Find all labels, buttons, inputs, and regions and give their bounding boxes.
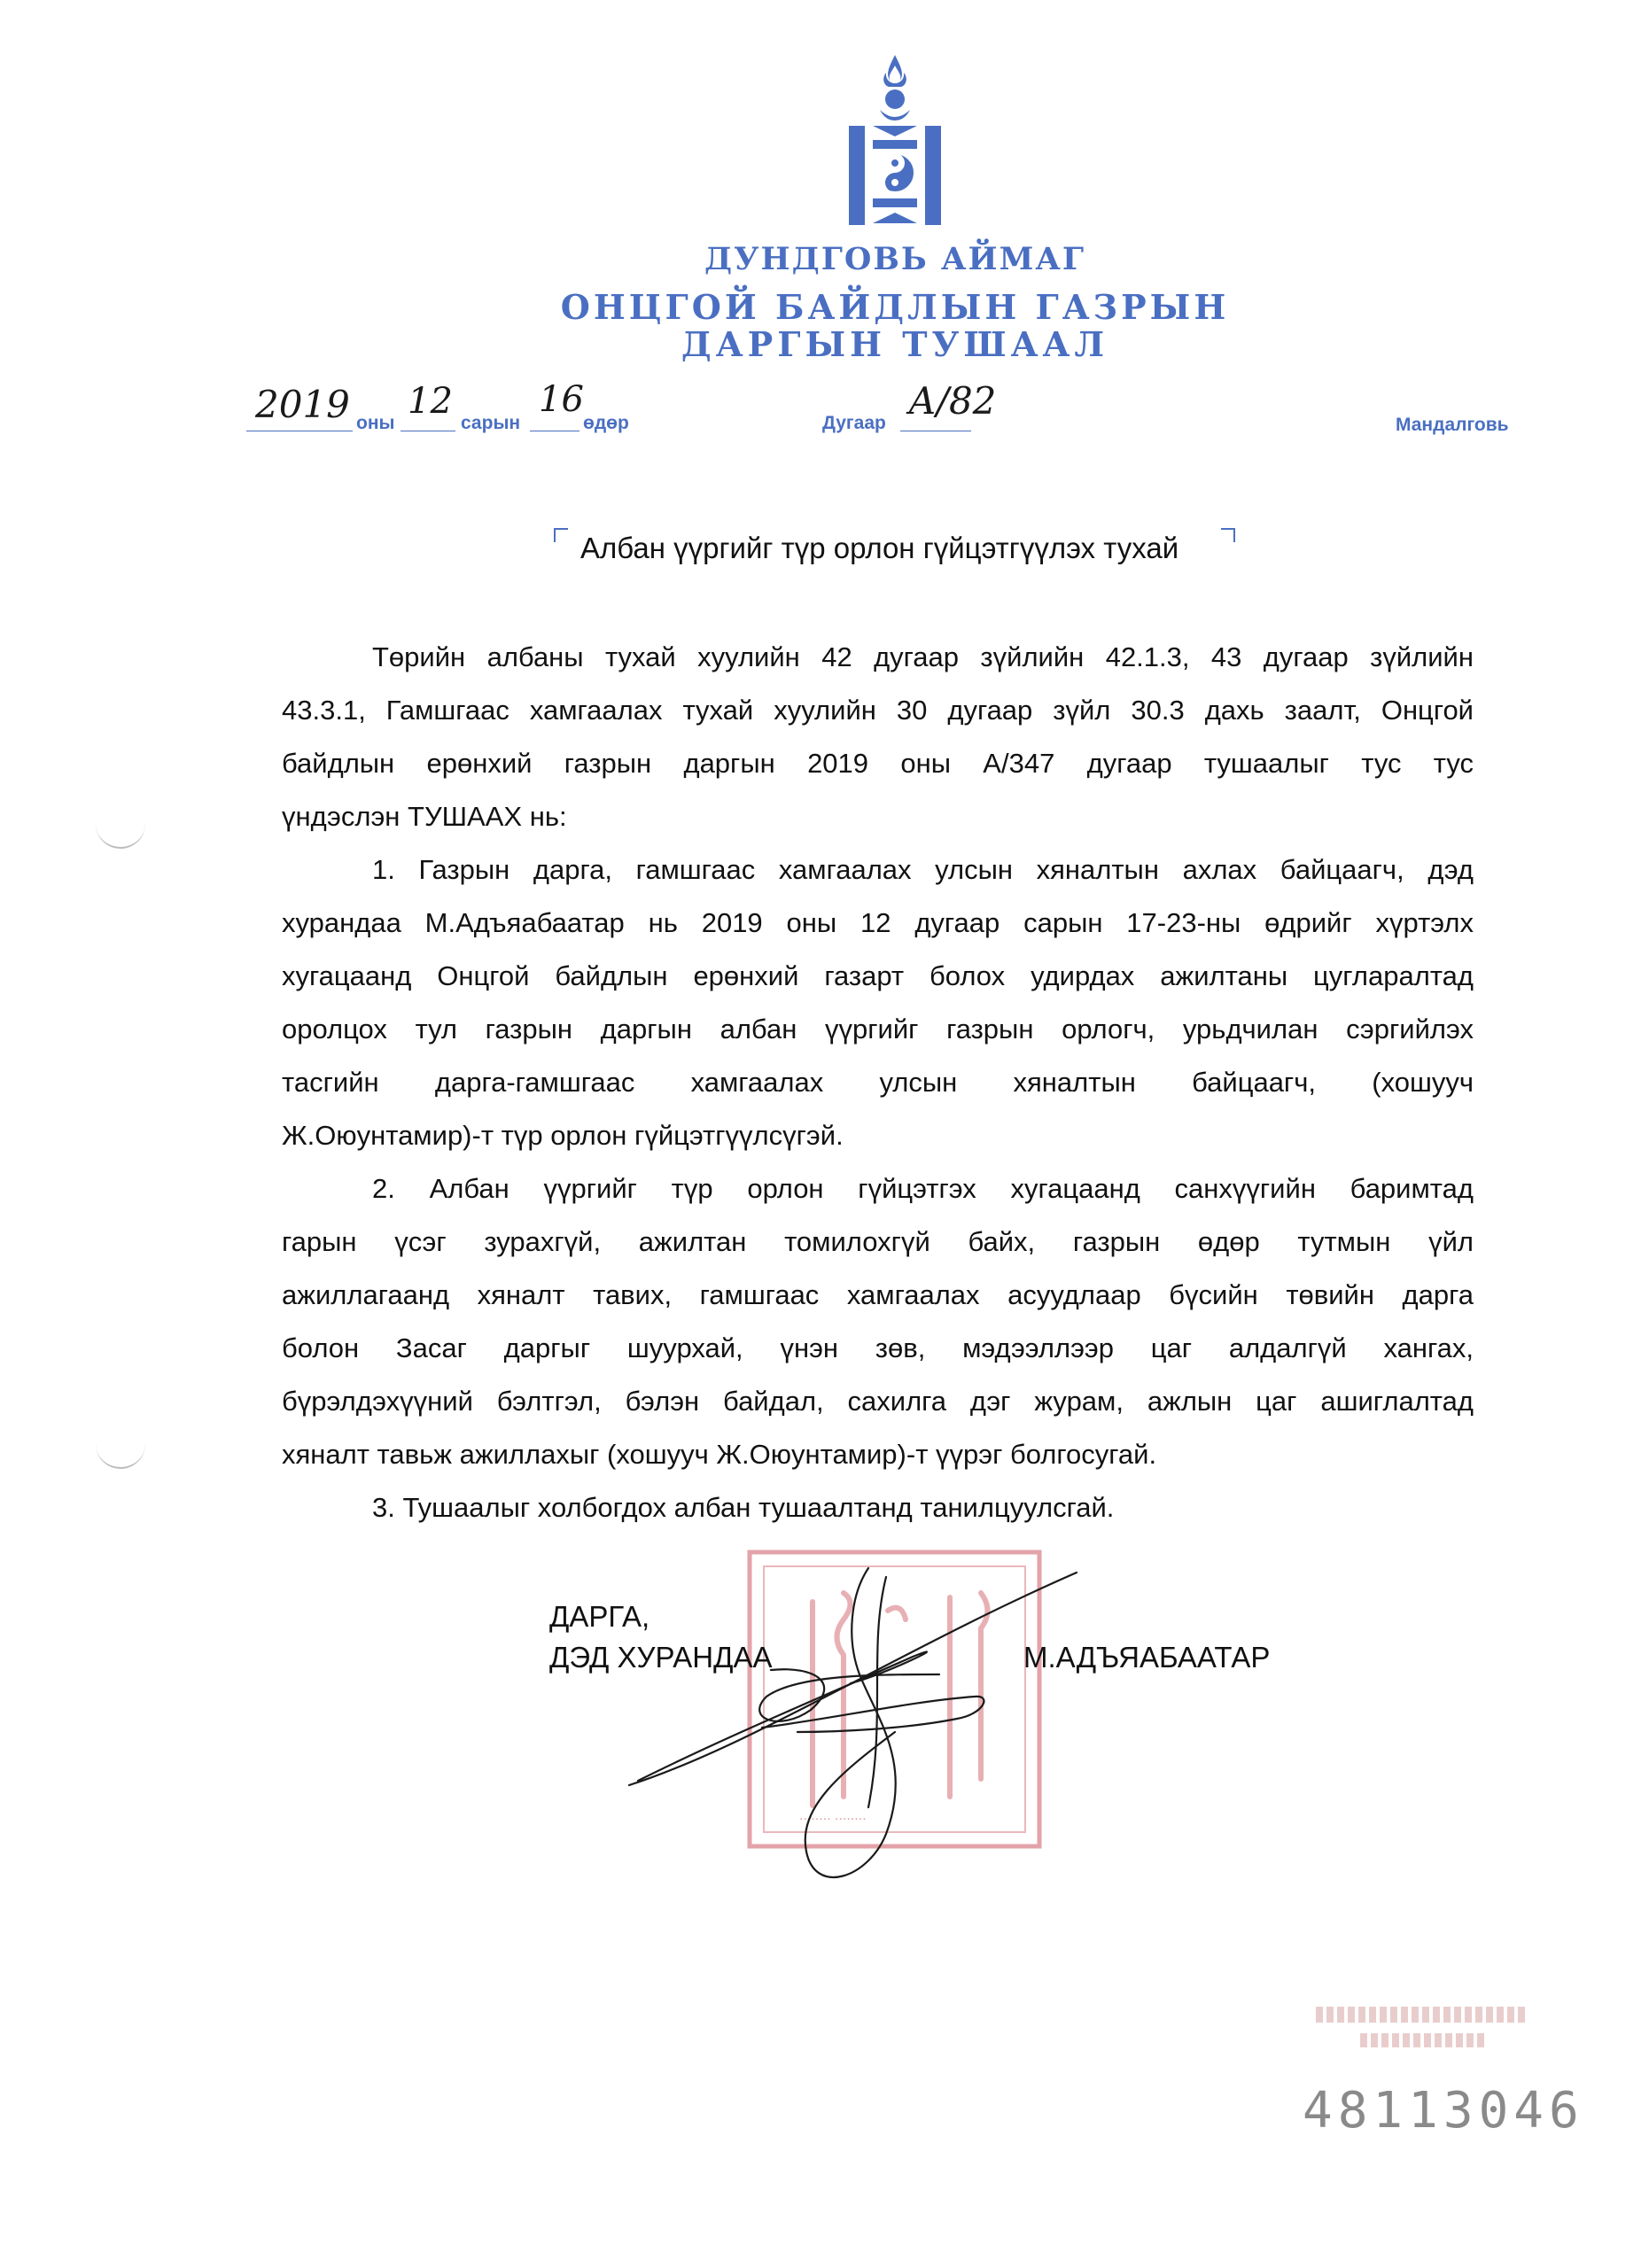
punch-hole [96,1442,145,1469]
year-suffix: оны [356,413,395,433]
header-line-1: ДУНДГОВЬ АЙМАГ [704,241,1085,277]
item-2-line: 2. Албан үүргийг түр орлон гүйцэтгэх хугацаанд санхүүгийн баримтад [372,1173,1474,1204]
soyombo-emblem [846,55,944,228]
registration-number: 48113046 [1303,2082,1584,2140]
svg-text:········ ········: ········ ········ [799,1813,867,1827]
signatory-position-2: ДЭД ХУРАНДАА [549,1641,773,1674]
month-suffix: сарын [461,413,521,433]
item-2-line: гарын үсэг зурахгүй, ажилтан томилохгүй байх, газрын өдөр тутмын үйл [282,1226,1474,1257]
header-line-2: ОНЦГОЙ БАЙДЛЫН ГАЗРЫН [560,287,1230,327]
item-2-line: хяналт тавьж ажиллахыг (хошууч Ж.Оюунтамир)-т үүрэг болгосугай. [282,1439,1157,1470]
item-1-line: хугацаанд Онцгой байдлын ерөнхий газарт болох удирдах ажилтаны цугларалтад [282,960,1474,991]
item-2-line: ажиллагаанд хяналт тавих, гамшгаас хамгаалах асуудлаар бүсийн төвийн дарга [282,1279,1474,1310]
preamble-line: 43.3.1, Гамшгаас хамгаалах тухай хуулийн 30 дугаар зүйл 30.3 дахь заалт, Онцгой [282,695,1474,726]
item-1-line: Ж.Оюунтамир)-т түр орлон гүйцэтгүүлсүгэй. [282,1120,844,1151]
punch-hole [96,822,145,849]
item-1-line: тасгийн дарга-гамшгаас хамгаалах улсын хяналтын байцаагч, (хошууч [282,1067,1474,1098]
document-title: Албан үүргийг түр орлон гүйцэтгүүлэх тухай [580,532,1179,564]
item-2-line: болон Засаг даргыг шуурхай, үнэн зөв, мэдээллээр цаг алдалгүй хангах, [282,1332,1474,1363]
item-2-line: бүрэлдэхүүний бэлтгэл, бэлэн байдал, сахилга дэг журам, ажлын цаг ашиглалтад [282,1386,1474,1417]
order-day: 16 [539,379,584,420]
handwritten-signature [620,1542,1116,1914]
item-1-line: оролцох тул газрын даргын албан үүргийг газрын орлогч, урьдчилан сэргийлэх [282,1014,1474,1045]
preamble-line: үндэслэн ТУШААХ нь: [282,801,567,832]
order-month: 12 [408,381,453,422]
title-bracket-left [554,528,568,542]
place: Мандалговь [1396,415,1509,435]
signatory-position-1: ДАРГА, [549,1600,650,1633]
registration-stamp [1307,2007,1546,2055]
item-3-line: 3. Тушаалыг холбогдох албан тушаалтанд танилцуулсгай. [372,1492,1115,1523]
title-bracket-right [1221,528,1235,542]
preamble-line: байдлын ерөнхий газрын даргын 2019 оны А/347 дугаар тушаалыг тус тус [282,748,1474,779]
order-number: А/82 [908,379,997,423]
signatory-name: М.АДЪЯАБААТАР [1023,1641,1271,1674]
preamble-line: Төрийн албаны тухай хуулийн 42 дугаар зүйлийн 42.1.3, 43 дугаар зүйлийн [372,641,1474,672]
number-label: Дугаар [822,413,886,433]
header-line-3: ДАРГЫН ТУШААЛ [681,324,1109,364]
day-suffix: өдөр [583,413,629,433]
item-1-line: хурандаа М.Адъяабаатар нь 2019 оны 12 дугаар сарын 17-23-ны өдрийг хүртэлх [282,907,1474,938]
order-year: 2019 [255,383,350,426]
item-1-line: 1. Газрын дарга, гамшгаас хамгаалах улсын хяналтын ахлах байцаагч, дэд [372,854,1474,885]
